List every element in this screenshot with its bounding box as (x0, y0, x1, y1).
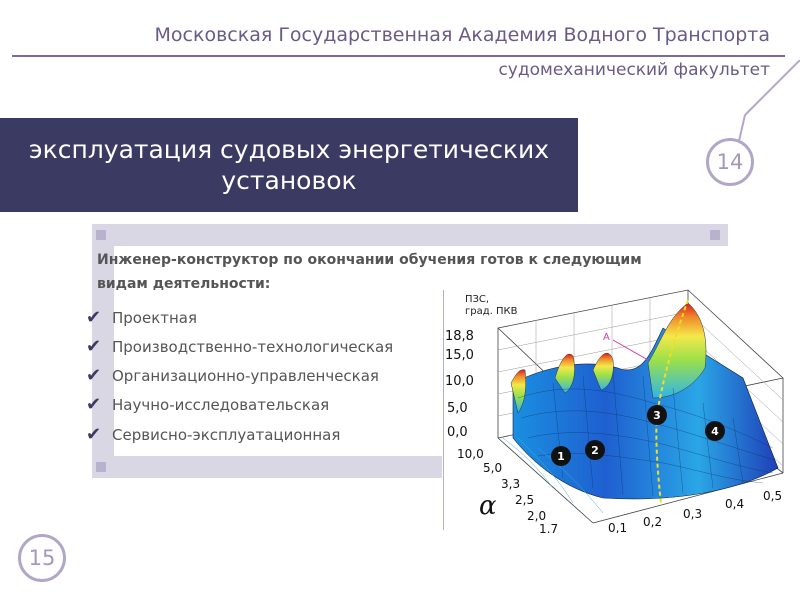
academy-name: Московская Государственная Академия Водного Транспорта (154, 24, 770, 46)
list-item (86, 336, 393, 357)
frame-bottom (92, 456, 442, 478)
header-rule (12, 55, 785, 57)
list-item (86, 394, 329, 415)
list-item-label: Научно-исследовательская (112, 396, 330, 414)
frame-top (92, 224, 728, 246)
list-item-label: Проектная (112, 309, 198, 327)
z-tick-label: 18,8 (445, 329, 474, 344)
page-badge-next[interactable]: 15 (18, 534, 66, 582)
page-badge-current: 14 (706, 138, 754, 186)
list-item-label: Сервисно-эксплуатационная (112, 426, 341, 444)
x-tick-label: 0,2 (643, 515, 663, 529)
z-tick-label: 15,0 (445, 348, 474, 363)
z-tick-label: 0,0 (447, 425, 468, 440)
slide-title-text: эксплуатация судовых энергетических установок (28, 135, 550, 195)
list-item (86, 365, 379, 386)
check-icon: ✔ (86, 424, 102, 445)
x-tick-label: 0,1 (608, 521, 628, 533)
region-marker (551, 446, 571, 466)
region-marker (585, 440, 605, 460)
x-tick-label: 0,4 (725, 497, 745, 511)
check-icon: ✔ (86, 394, 102, 415)
annotation-label: A (603, 332, 610, 343)
frame-corner-square (96, 230, 106, 240)
y-tick-label: 5,0 (483, 461, 503, 475)
list-item (86, 307, 197, 328)
z-axis-label: ПЗС, (465, 294, 490, 305)
surface-plot-figure (443, 288, 800, 533)
x-tick-label: 0,5 (763, 489, 783, 503)
svg-text:3: 3 (653, 409, 661, 422)
x-tick-label: 0,3 (683, 507, 703, 521)
frame-corner-square (96, 462, 106, 472)
y-tick-label: 3,3 (501, 477, 521, 491)
check-icon: ✔ (86, 336, 102, 357)
list-item (86, 424, 340, 445)
region-marker (705, 421, 725, 441)
list-item-label: Организационно-управленческая (112, 367, 379, 385)
faculty-name: судомеханический факультет (498, 60, 770, 80)
svg-text:1: 1 (557, 450, 565, 463)
check-icon: ✔ (86, 365, 102, 386)
region-marker (647, 405, 667, 425)
y-tick-label: 1,7 (539, 522, 559, 533)
slide-title (0, 118, 578, 212)
frame-corner-square (710, 230, 720, 240)
z-tick-label: 5,0 (447, 401, 468, 416)
z-axis-label: град. ПКВ (465, 306, 518, 317)
y-tick-label: 10,0 (457, 447, 484, 461)
list-item-label: Производственно-технологическая (112, 338, 394, 356)
check-icon: ✔ (86, 307, 102, 328)
y-tick-label: 2,0 (527, 509, 547, 523)
svg-text:2: 2 (591, 444, 599, 457)
y-axis-symbol: α (479, 491, 497, 521)
y-tick-label: 2,5 (515, 493, 535, 507)
svg-text:4: 4 (711, 425, 719, 438)
surface-fill (513, 328, 778, 499)
content-heading: Инженер-конструктор по окончании обучения готов к следующим видам деятельности: (97, 252, 642, 292)
z-axis-ticks (445, 329, 474, 440)
z-tick-label: 10,0 (445, 374, 474, 389)
